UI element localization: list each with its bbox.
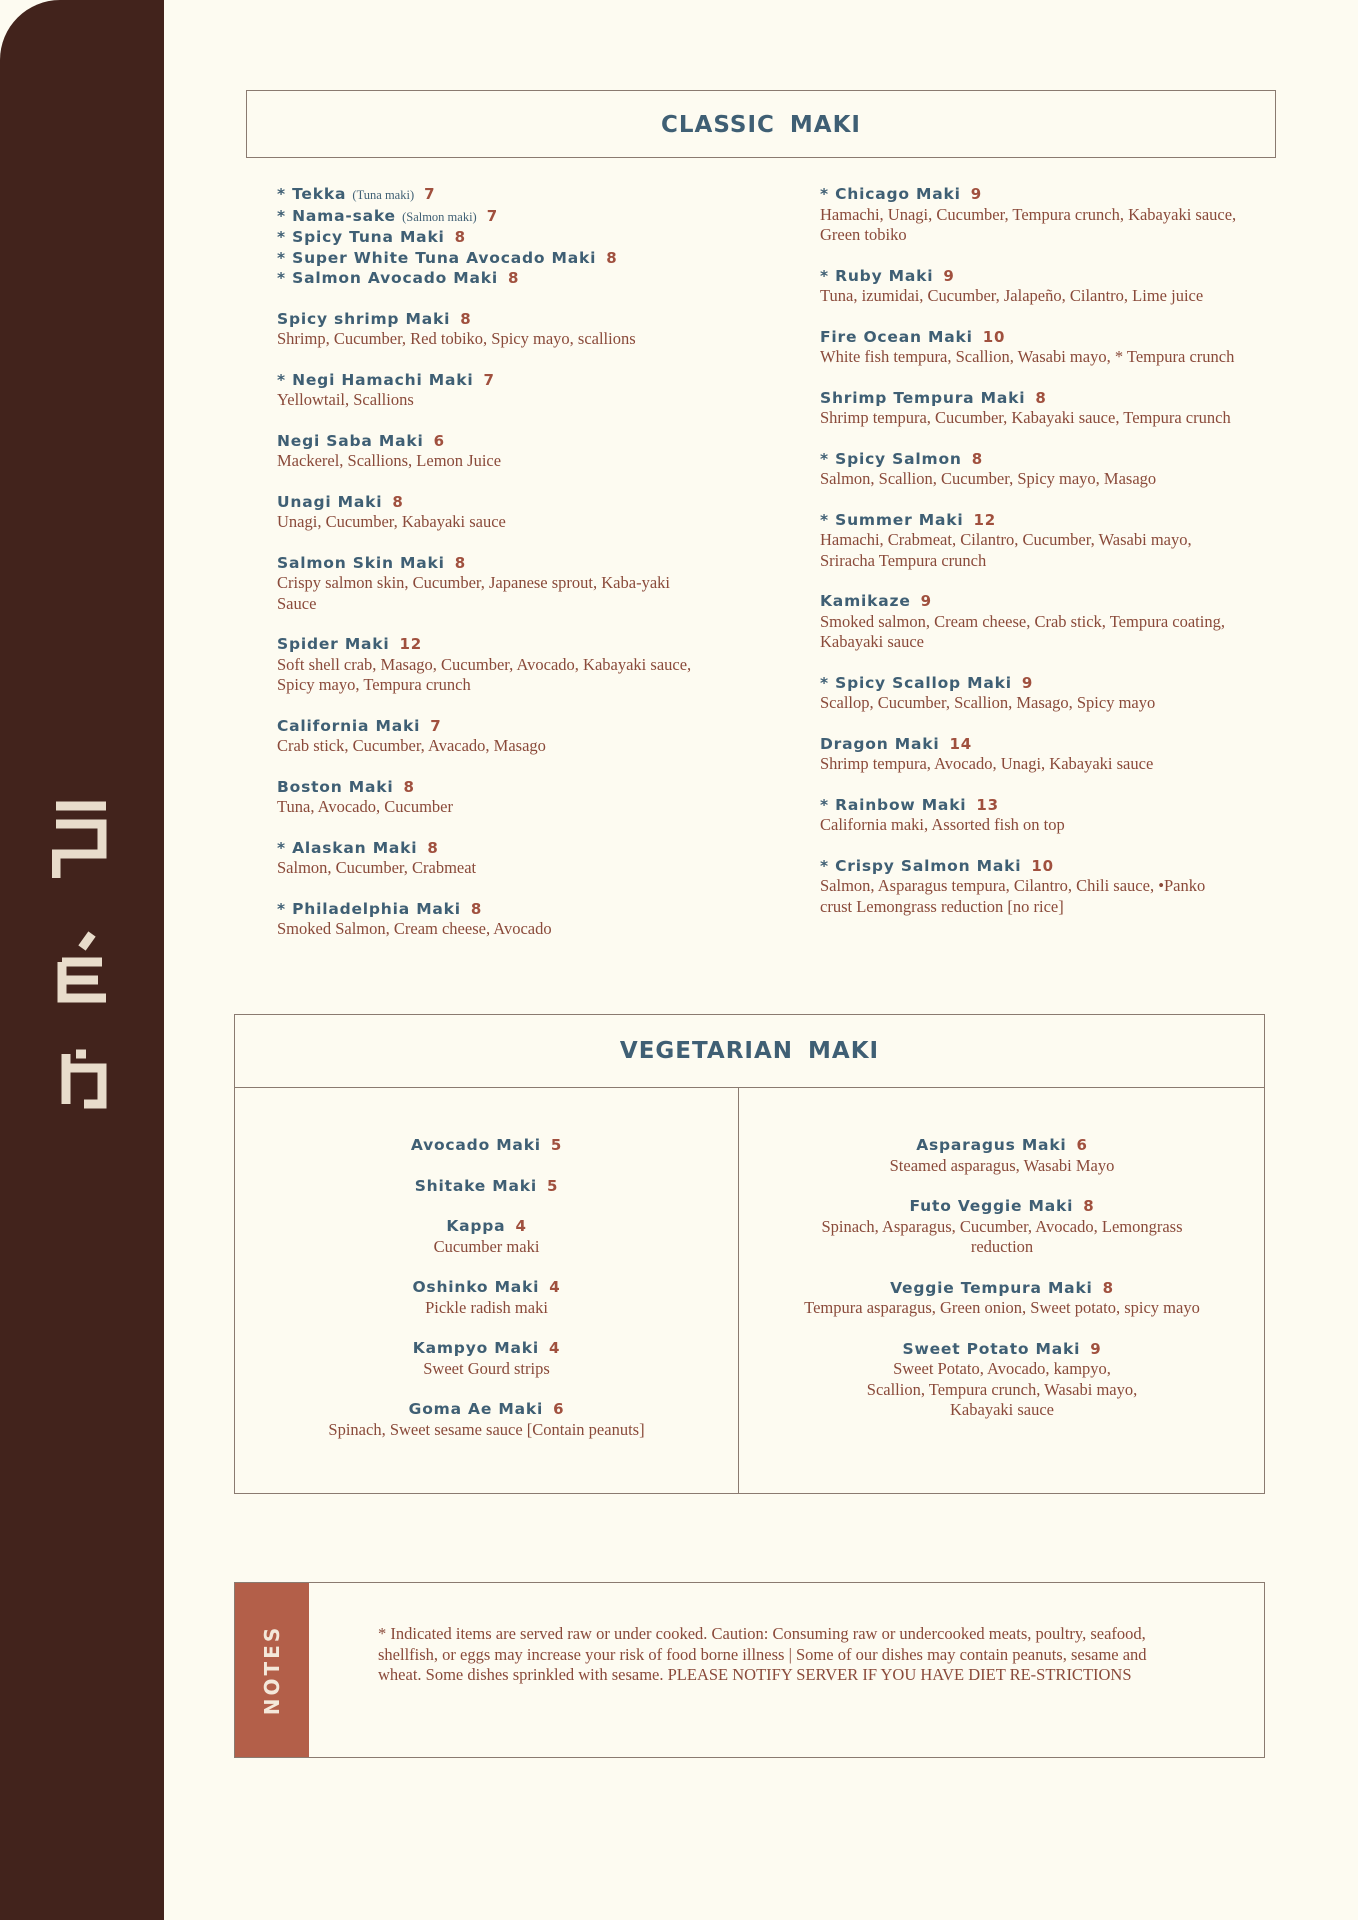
- menu-item: [820, 327, 1240, 368]
- item-price: 10: [982, 327, 1006, 346]
- menu-item: [277, 777, 697, 818]
- item-name: Spider Maki: [277, 635, 390, 653]
- item-name: * Summer Maki: [820, 510, 964, 529]
- item-price: 8: [454, 553, 466, 572]
- item-description: Shrimp, Cucumber, Red tobiko, Spicy mayo, scallions: [277, 329, 636, 348]
- item-description: Mackerel, Scallions, Lemon Juice: [277, 451, 502, 470]
- item-description: Salmon, Scallion, Cucumber, Spicy mayo, Masago: [820, 469, 1157, 488]
- menu-item: [820, 856, 1240, 918]
- item-name: Negi Saba Maki: [277, 431, 424, 450]
- menu-item: [277, 716, 697, 757]
- item-name: * Spicy Scallop Maki: [820, 673, 1012, 692]
- notes-box: [234, 1582, 1265, 1758]
- item-price: 9: [943, 266, 955, 285]
- item-price: 8: [392, 492, 404, 511]
- menu-item: [820, 591, 1240, 653]
- item-name: * Nama-sake: [277, 206, 396, 225]
- menu-item: [277, 309, 697, 350]
- item-note: (Tuna maki): [352, 188, 415, 202]
- item-price: 4: [549, 1278, 561, 1296]
- notes-tab: [235, 1583, 309, 1757]
- item-name: Shitake Maki: [414, 1176, 538, 1195]
- item-description: Hamachi, Crabmeat, Cilantro, Cucumber, Wasabi mayo, Sriracha Tempura crunch: [820, 530, 1192, 570]
- item-price: 8: [1083, 1197, 1095, 1215]
- menu-item: [277, 227, 697, 248]
- item-description: Sweet Gourd strips: [423, 1358, 550, 1378]
- item-price: 8: [1035, 388, 1047, 407]
- menu-item: [235, 1338, 738, 1379]
- menu-item: [235, 1216, 738, 1257]
- item-name: * Spicy Salmon: [820, 449, 962, 468]
- item-name: * Salmon Avocado Maki: [277, 269, 498, 287]
- item-description: Tuna, izumidai, Cucumber, Jalapeño, Cilantro, Lime juice: [820, 286, 1204, 305]
- item-name: Sweet Potato Maki: [902, 1339, 1081, 1358]
- item-price: 12: [399, 635, 423, 653]
- menu-item: [820, 734, 1240, 775]
- menu-item: [820, 510, 1240, 572]
- item-price: 14: [949, 734, 972, 753]
- item-name: Fire Ocean Maki: [820, 327, 973, 346]
- menu-item: [277, 492, 697, 533]
- item-description: California maki, Assorted fish on top: [820, 815, 1065, 834]
- item-name: Oshinko Maki: [412, 1278, 540, 1296]
- item-description: Crispy salmon skin, Cucumber, Japanese sprout, Kaba-yaki Sauce: [277, 573, 670, 613]
- section-title: CLASSIC MAKI: [661, 112, 861, 138]
- item-price: 6: [1076, 1136, 1088, 1154]
- item-price: 9: [920, 592, 932, 610]
- item-name: California Maki: [277, 716, 421, 735]
- item-description: Spinach, Sweet sesame sauce [Contain peanuts]: [328, 1419, 645, 1439]
- item-name: * Ruby Maki: [820, 266, 934, 285]
- item-price: 7: [486, 206, 498, 225]
- item-price: 9: [1021, 673, 1034, 692]
- item-price: 12: [973, 510, 996, 529]
- menu-item: [277, 899, 697, 940]
- item-price: 4: [515, 1217, 527, 1235]
- item-name: Avocado Maki: [410, 1136, 541, 1154]
- vegetarian-right-column: [739, 1135, 1265, 1441]
- item-note: (Salmon maki): [402, 209, 477, 224]
- item-description: Yellowtail, Scallions: [277, 390, 414, 409]
- notes-label: NOTES: [260, 1624, 284, 1716]
- menu-item: [277, 838, 697, 879]
- menu-item: [739, 1339, 1265, 1421]
- item-price: 7: [430, 716, 442, 735]
- item-price: 5: [547, 1176, 559, 1195]
- item-name: * Negi Hamachi Maki: [277, 370, 474, 389]
- item-price: 8: [454, 228, 466, 246]
- item-name: * Tekka: [277, 185, 347, 203]
- menu-item: [277, 184, 697, 206]
- vegetarian-left-column: [235, 1135, 738, 1460]
- menu-item: [235, 1176, 738, 1197]
- classic-right-column: [820, 184, 1240, 937]
- item-price: 8: [470, 899, 483, 918]
- item-name: Dragon Maki: [820, 734, 940, 753]
- item-description: Unagi, Cucumber, Kabayaki sauce: [277, 512, 506, 531]
- menu-item: [820, 673, 1240, 714]
- section-title: VEGETARIAN MAKI: [235, 1015, 1264, 1088]
- item-description: Shrimp tempura, Avocado, Unagi, Kabayaki sauce: [820, 754, 1154, 773]
- item-description: Crab stick, Cucumber, Avacado, Masago: [277, 736, 546, 755]
- menu-item: [820, 449, 1240, 490]
- item-description: Sweet Potato, Avocado, kampyo, Scallion, Tempura crunch, Wasabi mayo, Kabayaki sauce: [866, 1359, 1138, 1419]
- menu-item: [235, 1399, 738, 1440]
- classic-left-column: [277, 184, 697, 960]
- item-price: 9: [1090, 1339, 1102, 1358]
- item-name: Kappa: [446, 1217, 506, 1235]
- menu-item: [235, 1277, 738, 1318]
- item-name: Goma Ae Maki: [408, 1400, 544, 1418]
- item-price: 8: [460, 309, 472, 328]
- item-description: Soft shell crab, Masago, Cucumber, Avocado, Kabayaki sauce, Spicy mayo, Tempura crunch: [277, 654, 692, 694]
- item-price: 8: [971, 449, 983, 468]
- item-description: Scallop, Cucumber, Scallion, Masago, Spicy mayo: [820, 693, 1156, 712]
- menu-item: [277, 431, 697, 472]
- menu-item: [820, 266, 1240, 307]
- item-name: Asparagus Maki: [916, 1136, 1067, 1154]
- item-price: 5: [550, 1136, 563, 1154]
- menu-item: [277, 370, 697, 411]
- item-price: 13: [976, 795, 999, 814]
- item-name: * Philadelphia Maki: [277, 899, 461, 918]
- item-price: 7: [424, 185, 436, 203]
- item-description: Tempura asparagus, Green onion, Sweet potato, spicy mayo: [804, 1298, 1200, 1317]
- menu-item: [820, 184, 1240, 246]
- item-name: Boston Maki: [277, 777, 394, 796]
- item-description: Salmon, Cucumber, Crabmeat: [277, 858, 477, 877]
- item-name: * Super White Tuna Avocado Maki: [277, 248, 597, 267]
- menu-item: [820, 388, 1240, 429]
- item-description: Steamed asparagus, Wasabi Mayo: [889, 1155, 1115, 1175]
- item-name: Futo Veggie Maki: [909, 1197, 1074, 1215]
- menu-item: [277, 248, 697, 269]
- brand-logo: [52, 800, 112, 1120]
- item-name: * Alaskan Maki: [277, 838, 418, 857]
- item-name: * Chicago Maki: [820, 185, 961, 203]
- menu-item: [739, 1278, 1265, 1319]
- menu-item: [277, 553, 697, 615]
- item-price: 8: [1102, 1278, 1114, 1297]
- classic-maki-header: [246, 90, 1276, 158]
- item-name: Shrimp Tempura Maki: [820, 388, 1026, 407]
- item-price: 8: [427, 838, 439, 857]
- item-name: Unagi Maki: [277, 492, 383, 511]
- menu-item: [739, 1196, 1265, 1258]
- notes-text: * Indicated items are served raw or under cooked. Caution: Consuming raw or undercooked meats, poultry, seafood, shellfish, or eggs may increase your risk of food borne illness | Some of our dishes may contain peanuts, sesame and wheat. Some dishes sprinkled with sesame. PLEASE NOTIFY SERVER IF YOU HAVE DIET RE-STRICTIONS: [378, 1624, 1147, 1684]
- item-description: Hamachi, Unagi, Cucumber, Tempura crunch, Kabayaki sauce, Green tobiko: [820, 204, 1237, 244]
- item-name: Kampyo Maki: [412, 1339, 539, 1357]
- item-description: Cucumber maki: [433, 1236, 540, 1256]
- item-description: Salmon, Asparagus tempura, Cilantro, Chili sauce, •Panko crust Lemongrass reduction [no rice]: [820, 876, 1206, 916]
- item-price: 6: [553, 1400, 565, 1418]
- item-price: 8: [507, 269, 520, 287]
- item-description: Smoked salmon, Cream cheese, Crab stick, Tempura coating, Kabayaki sauce: [820, 611, 1225, 651]
- item-name: Veggie Tempura Maki: [890, 1278, 1093, 1297]
- menu-item: [277, 268, 697, 289]
- vegetarian-maki-box: [234, 1014, 1265, 1494]
- item-description: Spinach, Asparagus, Cucumber, Avocado, Lemongrass reduction: [821, 1216, 1183, 1256]
- item-name: Salmon Skin Maki: [277, 553, 445, 572]
- item-price: 7: [483, 370, 495, 389]
- item-description: Pickle radish maki: [425, 1297, 548, 1317]
- menu-item: [739, 1135, 1265, 1176]
- item-price: 8: [606, 248, 618, 267]
- item-name: Kamikaze: [820, 592, 911, 610]
- item-name: * Crispy Salmon Maki: [820, 856, 1022, 875]
- item-name: * Spicy Tuna Maki: [277, 228, 445, 246]
- menu-item: [820, 795, 1240, 836]
- item-description: Smoked Salmon, Cream cheese, Avocado: [277, 919, 552, 938]
- item-description: Shrimp tempura, Cucumber, Kabayaki sauce, Tempura crunch: [820, 408, 1231, 427]
- item-description: White fish tempura, Scallion, Wasabi mayo, * Tempura crunch: [820, 347, 1235, 366]
- item-name: Spicy shrimp Maki: [277, 309, 451, 328]
- menu-item: [277, 206, 697, 228]
- brand-sidebar: [0, 0, 164, 1920]
- item-price: 8: [403, 777, 415, 796]
- item-name: * Rainbow Maki: [820, 795, 967, 814]
- item-price: 6: [433, 431, 445, 450]
- item-description: Tuna, Avocado, Cucumber: [277, 797, 453, 816]
- menu-item: [235, 1135, 738, 1156]
- item-price: 4: [548, 1339, 561, 1357]
- item-price: 10: [1031, 856, 1054, 875]
- menu-item: [277, 634, 697, 696]
- item-price: 9: [970, 185, 982, 203]
